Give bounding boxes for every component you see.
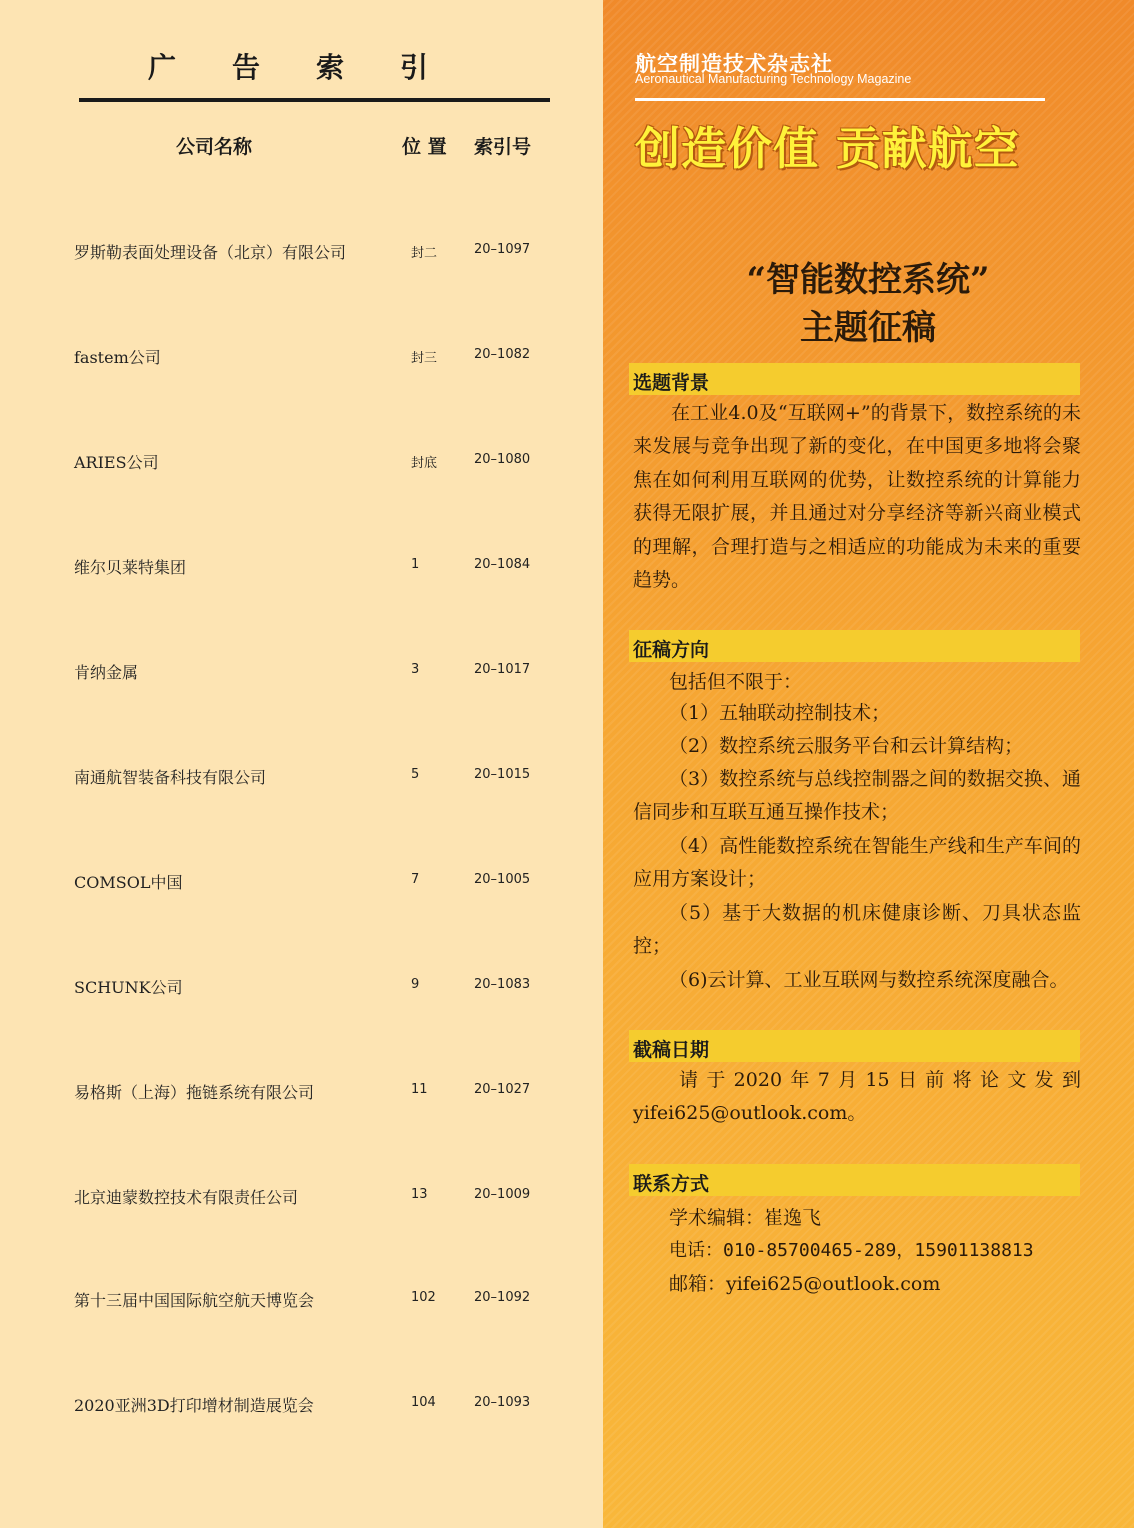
header-divider (635, 98, 1045, 101)
table-row (0, 1080, 603, 1110)
index-number: 20–1017 (474, 662, 531, 677)
ad-position: 102 (411, 1290, 436, 1305)
theme-subtitle: 主题征稿 (800, 308, 936, 348)
section-title-background: 选题背景 (633, 372, 710, 394)
direction-item: （1）五轴联动控制技术； (669, 702, 891, 724)
section-title-contact: 联系方式 (633, 1173, 710, 1195)
index-number: 20–1092 (474, 1290, 531, 1305)
ad-position: 5 (411, 767, 420, 782)
header-index-no: 索引号 (474, 136, 532, 158)
ad-position: 封二 (411, 246, 438, 261)
company-name: 第十三届中国国际航空航天博览会 (74, 1291, 315, 1310)
direction-item: （4）高性能数控系统在智能生产线和生产车间的应用方案设计； (633, 835, 1081, 891)
title-divider (79, 98, 550, 102)
magazine-name-en: Aeronautical Manufacturing Technology Magazine (635, 72, 912, 86)
section-title-deadline: 截稿日期 (633, 1039, 710, 1061)
table-row (0, 660, 603, 690)
title-char: 告 (231, 51, 260, 84)
title-char: 引 (399, 51, 428, 84)
index-number: 20–1015 (474, 767, 531, 782)
index-number: 20–1027 (474, 1082, 531, 1097)
ad-position: 104 (411, 1395, 436, 1410)
table-row (0, 975, 603, 1005)
index-number: 20–1005 (474, 872, 531, 887)
direction-item: （3）数控系统与总线控制器之间的数据交换、通信同步和互联互通互操作技术； (633, 768, 1081, 824)
company-name: 罗斯勒表面处理设备（北京）有限公司 (74, 243, 347, 262)
table-row (0, 555, 603, 585)
ad-position: 1 (411, 557, 420, 572)
index-number: 20–1082 (474, 347, 531, 362)
index-number: 20–1084 (474, 557, 531, 572)
company-name: COMSOL中国 (74, 873, 183, 892)
ad-position: 11 (411, 1082, 428, 1097)
ad-position: 封三 (411, 351, 438, 366)
index-number: 20–1080 (474, 452, 531, 467)
ad-position: 7 (411, 872, 420, 887)
company-name: 维尔贝莱特集团 (74, 558, 187, 577)
ad-position: 9 (411, 977, 420, 992)
index-number: 20–1083 (474, 977, 531, 992)
index-number: 20–1093 (474, 1395, 531, 1410)
header-company: 公司名称 (176, 136, 253, 158)
company-name: 肯纳金属 (74, 663, 139, 682)
ad-position: 封底 (411, 456, 438, 471)
table-row (0, 1185, 603, 1215)
ad-index-title (148, 48, 428, 84)
table-row (0, 1288, 603, 1318)
magazine-name: 航空制造技术杂志社 (635, 52, 833, 76)
section-title-direction: 征稿方向 (633, 639, 710, 661)
table-row (0, 1393, 603, 1423)
title-char: 广 (148, 51, 177, 84)
ad-position: 13 (411, 1187, 428, 1202)
table-row (0, 870, 603, 900)
title-char: 索 (315, 51, 344, 84)
direction-item: （5）基于大数据的机床健康诊断、刀具状态监控； (633, 902, 1081, 958)
contact-email: 邮箱：yifei625@outlook.com (669, 1273, 941, 1295)
index-number: 20–1009 (474, 1187, 531, 1202)
company-name: 北京迪蒙数控技术有限责任公司 (74, 1188, 299, 1207)
company-name: 易格斯（上海）拖链系统有限公司 (74, 1083, 315, 1102)
contact-editor: 学术编辑：崔逸飞 (669, 1207, 822, 1229)
direction-item: （6)云计算、工业互联网与数控系统深度融合。 (669, 969, 1069, 991)
ad-position: 3 (411, 662, 420, 677)
magazine-slogan: 创造价值 贡献航空 (635, 122, 1020, 175)
index-number: 20–1097 (474, 242, 531, 257)
company-name: fastem公司 (74, 348, 161, 367)
company-name: ARIES公司 (74, 453, 159, 472)
table-row (0, 765, 603, 795)
company-name: SCHUNK公司 (74, 978, 183, 997)
theme-title: “智能数控系统” (746, 260, 990, 300)
call-for-papers-panel (603, 0, 1134, 1528)
table-row (0, 345, 603, 375)
contact-phone: 电话：010-85700465-289，15901138813 (669, 1240, 1034, 1261)
background-paragraph: 在工业4.0及“互联网+”的背景下，数控系统的未来发展与竞争出现了新的变化，在中国更多地将会聚焦在如何利用互联网的优势，让数控系统的计算能力获得无限扩展，并且通过对分享经济等新兴商业模式的理解，合理打造与之相适应的功能成为未来的重要趋势。 (633, 402, 1081, 592)
table-row (0, 450, 603, 480)
table-row (0, 240, 603, 270)
direction-intro: 包括但不限于： (669, 671, 803, 693)
header-position: 位 置 (402, 136, 447, 158)
direction-item: （2）数控系统云服务平台和云计算结构； (669, 735, 1024, 757)
deadline-text: 请于2020年7月15日前将论文发到yifei625@outlook.com。 (633, 1069, 1081, 1125)
company-name: 2020亚洲3D打印增材制造展览会 (74, 1396, 314, 1415)
company-name: 南通航智装备科技有限公司 (74, 768, 267, 787)
